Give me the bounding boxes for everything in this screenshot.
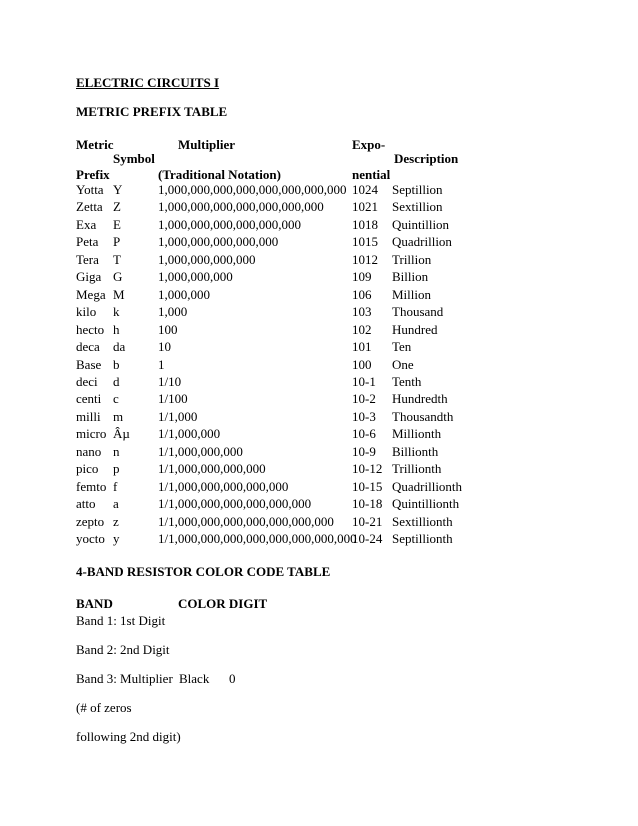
row-prefix: milli bbox=[76, 408, 101, 424]
row-prefix: Base bbox=[76, 356, 102, 372]
row-multiplier: 1/1,000,000,000,000,000,000,000,000 bbox=[158, 531, 357, 546]
row-symbol: c bbox=[113, 391, 119, 407]
row-exponent: 103 bbox=[352, 304, 372, 320]
row-multiplier: 1/100 bbox=[158, 391, 188, 407]
row-exponent: 10-21 bbox=[352, 513, 383, 529]
band-3-line: Band 3: Multiplier bbox=[76, 671, 173, 686]
row-prefix: micro bbox=[76, 426, 107, 442]
row-exponent: 101 bbox=[352, 339, 372, 355]
row-prefix: Tera bbox=[76, 251, 99, 267]
row-prefix: femto bbox=[76, 478, 107, 494]
row-multiplier: 1,000,000,000,000 bbox=[158, 251, 256, 267]
row-symbol: p bbox=[113, 461, 120, 477]
row-multiplier: 1,000,000,000,000,000,000 bbox=[158, 216, 301, 232]
metric-prefix-table-title: METRIC PREFIX TABLE bbox=[76, 104, 228, 119]
row-description: Quintillionth bbox=[392, 496, 460, 512]
row-description: Tenth bbox=[392, 373, 422, 389]
row-multiplier: 1/1,000,000,000,000,000,000,000 bbox=[158, 513, 334, 529]
row-prefix: yocto bbox=[76, 531, 105, 546]
color-digit-header: COLOR DIGIT bbox=[178, 596, 268, 611]
row-symbol: Âµ bbox=[113, 426, 130, 442]
row-exponent: 1018 bbox=[352, 216, 378, 232]
row-multiplier: 1,000,000,000,000,000,000,000 bbox=[158, 199, 324, 215]
row-description: Million bbox=[392, 286, 432, 302]
row-symbol: Z bbox=[113, 199, 121, 215]
row-prefix: deci bbox=[76, 373, 98, 389]
row-exponent: 10-3 bbox=[352, 408, 376, 424]
row-prefix: Peta bbox=[76, 234, 99, 250]
row-description: Billionth bbox=[392, 443, 439, 459]
row-description: Thousandth bbox=[392, 408, 454, 424]
band-3-digit: 0 bbox=[229, 671, 236, 686]
band-3-note-line-2: following 2nd digit) bbox=[76, 729, 181, 744]
row-exponent: 10-1 bbox=[352, 373, 376, 389]
row-description: Billion bbox=[392, 269, 429, 285]
row-exponent: 1015 bbox=[352, 234, 378, 250]
row-exponent: 10-9 bbox=[352, 443, 376, 459]
row-multiplier: 1,000,000 bbox=[158, 286, 210, 302]
row-symbol: da bbox=[113, 339, 126, 355]
row-symbol: f bbox=[113, 478, 118, 494]
row-description: Millionth bbox=[392, 426, 442, 442]
row-exponent: 109 bbox=[352, 269, 372, 285]
row-symbol: Y bbox=[113, 182, 123, 197]
band-2-line: Band 2: 2nd Digit bbox=[76, 642, 170, 657]
row-description: Sextillionth bbox=[392, 513, 453, 529]
row-multiplier: 1/1,000,000 bbox=[158, 426, 221, 442]
row-prefix: Exa bbox=[76, 216, 97, 232]
row-exponent: 10-12 bbox=[352, 461, 383, 477]
row-prefix: nano bbox=[76, 443, 102, 459]
header-expo: Expo- bbox=[352, 137, 386, 152]
row-symbol: m bbox=[113, 408, 124, 424]
header-multiplier: Multiplier bbox=[178, 137, 236, 152]
row-exponent: 1024 bbox=[352, 182, 378, 197]
row-symbol: M bbox=[113, 286, 125, 302]
row-symbol: E bbox=[113, 216, 121, 232]
row-symbol: d bbox=[113, 373, 120, 389]
header-traditional: (Traditional Notation) bbox=[158, 167, 281, 182]
row-multiplier: 10 bbox=[158, 339, 171, 355]
header-description: Description bbox=[394, 151, 459, 166]
row-exponent: 10-18 bbox=[352, 496, 383, 512]
row-multiplier: 100 bbox=[158, 321, 178, 337]
resistor-table-title: 4-BAND RESISTOR COLOR CODE TABLE bbox=[76, 564, 331, 579]
row-exponent: 100 bbox=[352, 356, 372, 372]
row-prefix: centi bbox=[76, 391, 102, 407]
header-nential: nential bbox=[352, 167, 391, 182]
row-exponent: 10-15 bbox=[352, 478, 383, 494]
row-description: Septillionth bbox=[392, 531, 453, 546]
row-multiplier: 1,000,000,000,000,000 bbox=[158, 234, 279, 250]
row-prefix: atto bbox=[76, 496, 96, 512]
band-header: BAND bbox=[76, 596, 113, 611]
row-multiplier: 1,000,000,000 bbox=[158, 269, 233, 285]
band-1-line: Band 1: 1st Digit bbox=[76, 613, 166, 628]
row-description: Hundred bbox=[392, 321, 438, 337]
row-prefix: deca bbox=[76, 339, 100, 355]
row-exponent: 10-2 bbox=[352, 391, 376, 407]
row-description: Quadrillionth bbox=[392, 478, 463, 494]
row-multiplier: 1/1,000 bbox=[158, 408, 198, 424]
row-symbol: T bbox=[113, 251, 121, 267]
document-title: ELECTRIC CIRCUITS I bbox=[76, 75, 220, 90]
row-exponent: 10-6 bbox=[352, 426, 376, 442]
row-prefix: pico bbox=[76, 461, 99, 477]
row-symbol: a bbox=[113, 496, 119, 512]
header-prefix: Prefix bbox=[76, 167, 110, 182]
row-description: Septillion bbox=[392, 182, 443, 197]
row-prefix: hecto bbox=[76, 321, 105, 337]
row-multiplier: 1,000 bbox=[158, 304, 188, 320]
row-exponent: 1012 bbox=[352, 251, 378, 267]
row-symbol: z bbox=[113, 513, 119, 529]
row-description: Quadrillion bbox=[392, 234, 452, 250]
row-description: Ten bbox=[392, 339, 412, 355]
row-exponent: 106 bbox=[352, 286, 372, 302]
band-3-color: Black bbox=[179, 671, 210, 686]
row-symbol: P bbox=[113, 234, 121, 250]
row-prefix: kilo bbox=[76, 304, 97, 320]
row-symbol: b bbox=[113, 356, 120, 372]
row-prefix: Mega bbox=[76, 286, 106, 302]
row-prefix: Giga bbox=[76, 269, 102, 285]
row-description: Quintillion bbox=[392, 216, 450, 232]
header-metric: Metric bbox=[76, 137, 114, 152]
row-description: Thousand bbox=[392, 304, 444, 320]
header-symbol: Symbol bbox=[113, 151, 155, 166]
band-3-note-line-1: (# of zeros bbox=[76, 700, 132, 715]
row-symbol: k bbox=[113, 304, 120, 320]
row-description: One bbox=[392, 356, 414, 372]
row-description: Trillionth bbox=[392, 461, 442, 477]
row-symbol: y bbox=[113, 531, 120, 546]
row-multiplier: 1/1,000,000,000,000,000,000 bbox=[158, 496, 312, 512]
row-multiplier: 1 bbox=[158, 356, 165, 372]
row-exponent: 1021 bbox=[352, 199, 378, 215]
row-prefix: Yotta bbox=[76, 182, 104, 197]
row-symbol: h bbox=[113, 321, 120, 337]
row-symbol: G bbox=[113, 269, 123, 285]
row-multiplier: 1/1,000,000,000 bbox=[158, 443, 243, 459]
row-exponent: 102 bbox=[352, 321, 372, 337]
row-description: Trillion bbox=[392, 251, 432, 267]
row-multiplier: 1/1,000,000,000,000 bbox=[158, 461, 266, 477]
row-multiplier: 1/10 bbox=[158, 373, 182, 389]
row-symbol: n bbox=[113, 443, 120, 459]
row-multiplier: 1,000,000,000,000,000,000,000,000 bbox=[158, 182, 347, 197]
row-exponent: 10-24 bbox=[352, 531, 383, 546]
row-prefix: zepto bbox=[76, 513, 105, 529]
row-description: Hundredth bbox=[392, 391, 448, 407]
row-description: Sextillion bbox=[392, 199, 443, 215]
row-prefix: Zetta bbox=[76, 199, 103, 215]
row-multiplier: 1/1,000,000,000,000,000 bbox=[158, 478, 289, 494]
